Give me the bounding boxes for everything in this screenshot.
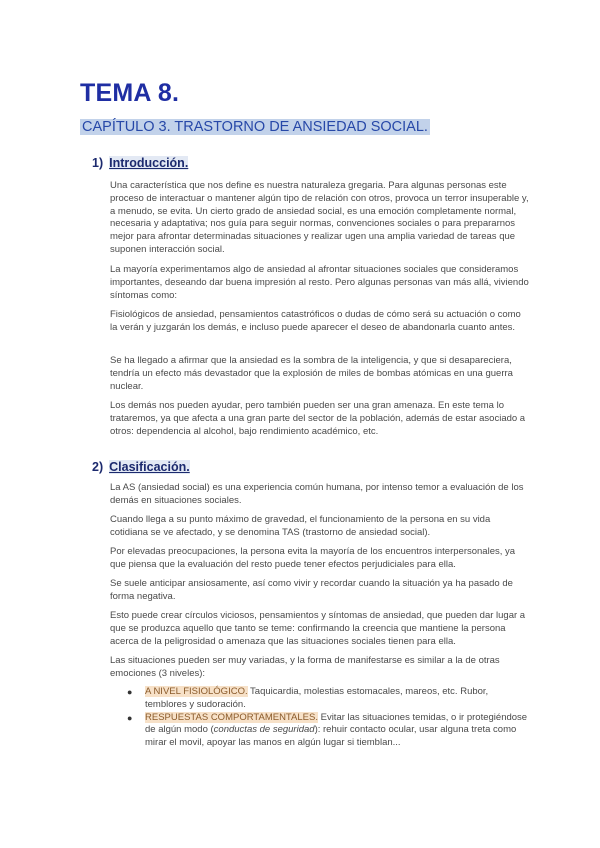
section-heading-clasificacion [92,460,190,474]
paragraph: Fisiológicos de ansiedad, pensamientos catastróficos o dudas de cómo será su actuación o como la verán y juzgarán los demás, e incluso puede aparecer el deseo de abandonarla cuanto antes. [110,309,521,333]
highlighted-term: RESPUESTAS COMPORTAMENTALES. [145,711,318,723]
bullet-list [110,686,530,750]
paragraph: Se ha llegado a afirmar que la ansiedad es la sombra de la inteligencia, y que si desapareciera, tendría un efecto más devastador que la explosión de miles de bombas atómicas en una guerra nuclear. [110,355,513,392]
paragraph: La AS (ansiedad social) es una experiencia común humana, por intenso temor a evaluación de los demás en situaciones sociales. [110,482,524,506]
page-title: TEMA 8. [80,79,180,107]
paragraph: La mayoría experimentamos algo de ansiedad al afrontar situaciones sociales que consideramos importantes, deseando dar buena impresión al resto. Pero algunas personas van más allá, viviendo síntomas como: [110,264,529,301]
section-number: 2) [92,460,104,474]
list-item [110,712,530,750]
list-item [110,686,530,712]
list-item-text: ): rehuir contacto ocular, usar alguna treta como mirar el movil, apoyar las manos en algún lugar si tiemblan... [145,724,517,749]
list-item-text: Taquicardia, molestias estomacales, mareos, etc. Rubor, temblores y sudoración. [145,686,489,710]
italic-term: conductas de seguridad [213,724,315,736]
list-item-text: Evitar las situaciones temidas, o ir protegiéndose de algún modo ( [145,711,528,736]
paragraph: Por elevadas preocupaciones, la persona evita la mayoría de los encuentros interpersonales, ya que piensa que la evaluación del resto puede tener efectos perjudiciales para ella. [110,546,516,570]
highlighted-term: A NIVEL FISIOLÓGICO. [145,686,248,697]
paragraph: Los demás nos pueden ayudar, pero también pueden ser una gran amenaza. En este tema lo trataremos, ya que afecta a una gran parte del sector de la población, además de estar asociado a otros: dependencia al alcohol, bajo rendimiento académico, etc. [110,400,526,437]
bullet-icon: ● [127,687,133,697]
section-number: 1) [92,156,104,170]
paragraph: Una característica que nos define es nuestra naturaleza gregaria. Para algunas personas este proceso de interactuar o mantener algún tipo de relación con otros, provoca un terror insuperable y, a menudo, se evita. Un cierto grado de ansiedad social, es una emoción completamente normal, necesaria y adaptativa; nos guía para seguir normas, convenciones sociales o para prepararnos mejor para afrontar determinadas situaciones y realizar ugen una amplia variedad de tareas que suponen interacción social. [110,180,529,255]
chapter-title: CAPÍTULO 3. TRASTORNO DE ANSIEDAD SOCIAL. [82,119,428,135]
paragraph: Cuando llega a su punto máximo de gravedad, el funcionamiento de la persona en su vida cotidiana se ve afectado, y se denomina TAS (trastorno de ansiedad social). [110,514,491,538]
section-heading-text: Clasificación. [109,460,190,474]
section-heading-text: Introducción. [109,156,189,170]
paragraph: Se suele anticipar ansiosamente, así como vivir y recordar cuando la situación ya ha pasado de forma negativa. [110,578,513,602]
paragraph: Las situaciones pueden ser muy variadas, y la forma de manifestarse es similar a la de otras emociones (3 niveles): [110,655,500,679]
bullet-icon: ● [127,712,133,723]
paragraph: Esto puede crear círculos viciosos, pensamientos y síntomas de ansiedad, que pueden dar lugar a que se produzca aquello que tanto se teme: confirmando la creencia que mantiene la persona acerca de la peligrosidad o amenaza que las situaciones sociales tienen para ella. [110,610,526,647]
section-heading-introduccion [92,156,188,170]
